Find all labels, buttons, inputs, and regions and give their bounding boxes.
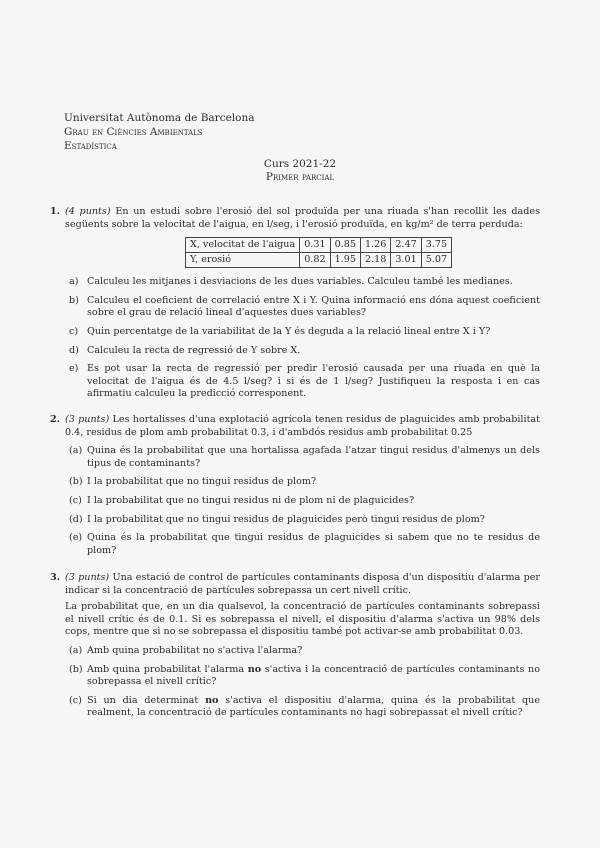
list-item bbox=[65, 645, 540, 658]
question-list bbox=[65, 645, 540, 720]
course-year: Curs 2021-22 bbox=[263, 158, 337, 170]
item-label: (c) bbox=[69, 494, 82, 506]
list-item bbox=[65, 276, 540, 289]
table-cell: 3.75 bbox=[421, 238, 451, 253]
problem-2 bbox=[50, 414, 540, 563]
problem-intro bbox=[65, 414, 540, 439]
problem-number: 3. bbox=[50, 572, 61, 583]
item-text: Calculeu la recta de regressió de Y sobre X. bbox=[87, 344, 301, 356]
problem-intro bbox=[65, 572, 540, 597]
problem-number: 2. bbox=[50, 414, 61, 425]
item-text: s'activa el dispositiu d'alarma, quina és la probabilitat que realment, la concentració de partícules contaminants no hagi sobrepassat el nivell crític? bbox=[87, 694, 541, 719]
table-cell: 0.85 bbox=[330, 238, 360, 253]
subject-name: Estadística bbox=[64, 140, 117, 152]
table-row bbox=[186, 253, 452, 268]
question-list bbox=[65, 276, 540, 401]
item-text: I la probabilitat que no tingui residus de plom? bbox=[87, 476, 317, 488]
university-name: Universitat Autònoma de Barcelona bbox=[64, 112, 255, 124]
item-label: (d) bbox=[69, 513, 83, 525]
item-text: Quin percentatge de la variabilitat de la Y és deguda a la relació lineal entre X i Y? bbox=[87, 325, 491, 337]
item-label: e) bbox=[69, 363, 79, 375]
problem-3 bbox=[50, 572, 540, 726]
item-label: c) bbox=[69, 325, 79, 337]
problem-intro bbox=[65, 206, 540, 231]
list-item bbox=[65, 326, 540, 339]
table-row bbox=[186, 238, 452, 253]
exam-name: Primer parcial bbox=[265, 171, 335, 183]
header bbox=[64, 111, 255, 153]
exam-title bbox=[0, 158, 600, 184]
list-item bbox=[65, 514, 540, 527]
list-item bbox=[65, 495, 540, 508]
list-item bbox=[65, 445, 540, 470]
table-cell: Y, erosió bbox=[186, 253, 300, 268]
degree-name: Grau en Ciències Ambientals bbox=[64, 126, 203, 138]
table-cell: 3.01 bbox=[391, 253, 421, 268]
item-label: (c) bbox=[69, 694, 82, 706]
item-label: a) bbox=[69, 276, 79, 288]
item-text: Quina és la probabilitat que una hortalissa agafada l'atzar tingui residus d'almenys un dels tipus de contaminants? bbox=[87, 445, 540, 469]
item-text: Quina és la probabilitat que tingui residus de plaguicides si sabem que no te residus de plom? bbox=[87, 532, 540, 556]
item-text: Es pot usar la recta de regressió per predir l'erosió causada per una riuada en què la velocitat de l'aigua és de 4.5 l/seg? i si és de 1 l/seg? Justifiqueu la resposta i en cas afirmatiu calculeu la predicció corresponent. bbox=[87, 363, 540, 400]
problem-paragraph: La probabilitat que, en un dia qualsevol, la concentració de partícules contaminants sobrepassi el nivell crític és de 0.1. Si es sobrepassa el nivell, el dispositiu d'alarma s'activa un 98% dels cops, mentre que si no se sobrepassa el dispositiu també pot activar-se amb probabilitat 0.03. bbox=[65, 601, 540, 638]
list-item bbox=[65, 695, 540, 720]
item-label: (b) bbox=[69, 476, 83, 488]
table-cell: 0.82 bbox=[300, 253, 330, 268]
problem-points: (4 punts) bbox=[65, 206, 111, 217]
list-item bbox=[65, 295, 540, 320]
item-label: (a) bbox=[69, 445, 83, 457]
problem-intro-text: Les hortalisses d'una explotació agrícola tenen residus de plaguicides amb probabilitat 0.4, residus de plom amb probabilitat 0.3, i d'ambdós residus amb probabilitat 0.25 bbox=[65, 414, 540, 438]
list-item bbox=[65, 363, 540, 401]
problem-intro-text: Una estació de control de partícules contaminants disposa d'un dispositiu d'alarma per indicar si la concentració de partícules sobrepassa un cert nivell crític. bbox=[65, 572, 540, 596]
table-cell: 1.95 bbox=[330, 253, 360, 268]
item-text: I la probabilitat que no tingui residus de plaguicides però tingui residus de plom? bbox=[87, 513, 485, 525]
item-label: d) bbox=[69, 344, 79, 356]
problem-number: 1. bbox=[50, 206, 61, 217]
problem-1 bbox=[50, 206, 540, 407]
problem-intro-text: En un estudi sobre l'erosió del sol produïda per una riuada s'han recollit les dades següents sobre la velocitat de l'aigua, en l/seg, i l'erosió produïda, en kg/m² de terra perduda: bbox=[65, 206, 540, 230]
data-table bbox=[185, 237, 452, 268]
problem-points: (3 punts) bbox=[65, 572, 110, 583]
item-emphasis: no bbox=[247, 663, 262, 675]
item-text: Si un dia determinat bbox=[87, 694, 206, 706]
item-label: (a) bbox=[69, 644, 83, 656]
list-item bbox=[65, 532, 540, 557]
item-label: (e) bbox=[69, 532, 83, 544]
item-label: (b) bbox=[69, 663, 83, 675]
item-text: Amb quina probabilitat no s'activa l'alarma? bbox=[87, 644, 303, 656]
item-text: Amb quina probabilitat l'alarma bbox=[87, 663, 248, 675]
table-cell: 0.31 bbox=[300, 238, 330, 253]
list-item bbox=[65, 476, 540, 489]
list-item bbox=[65, 345, 540, 358]
question-list bbox=[65, 445, 540, 557]
problem-points: (3 punts) bbox=[65, 414, 110, 425]
item-text: I la probabilitat que no tingui residus ni de plom ni de plaguicides? bbox=[87, 494, 415, 506]
table-cell: 2.47 bbox=[391, 238, 421, 253]
item-text: Calculeu el coeficient de correlació entre X i Y. Quina informació ens dóna aquest coeficient sobre el grau de relació lineal d'aquestes dues variables? bbox=[87, 294, 540, 319]
table-cell: 1.26 bbox=[360, 238, 390, 253]
list-item bbox=[65, 664, 540, 689]
item-emphasis: no bbox=[205, 694, 219, 706]
table-cell: X, velocitat de l'aigua bbox=[186, 238, 300, 253]
table-cell: 2.18 bbox=[360, 253, 390, 268]
item-text: s'activa i la concentració de partícules contaminants no sobrepassa el nivell crític? bbox=[87, 663, 540, 688]
item-label: b) bbox=[69, 294, 79, 306]
table-cell: 5.07 bbox=[421, 253, 451, 268]
item-text: Calculeu les mitjanes i desviacions de les dues variables. Calculeu també les medianes. bbox=[87, 276, 513, 288]
